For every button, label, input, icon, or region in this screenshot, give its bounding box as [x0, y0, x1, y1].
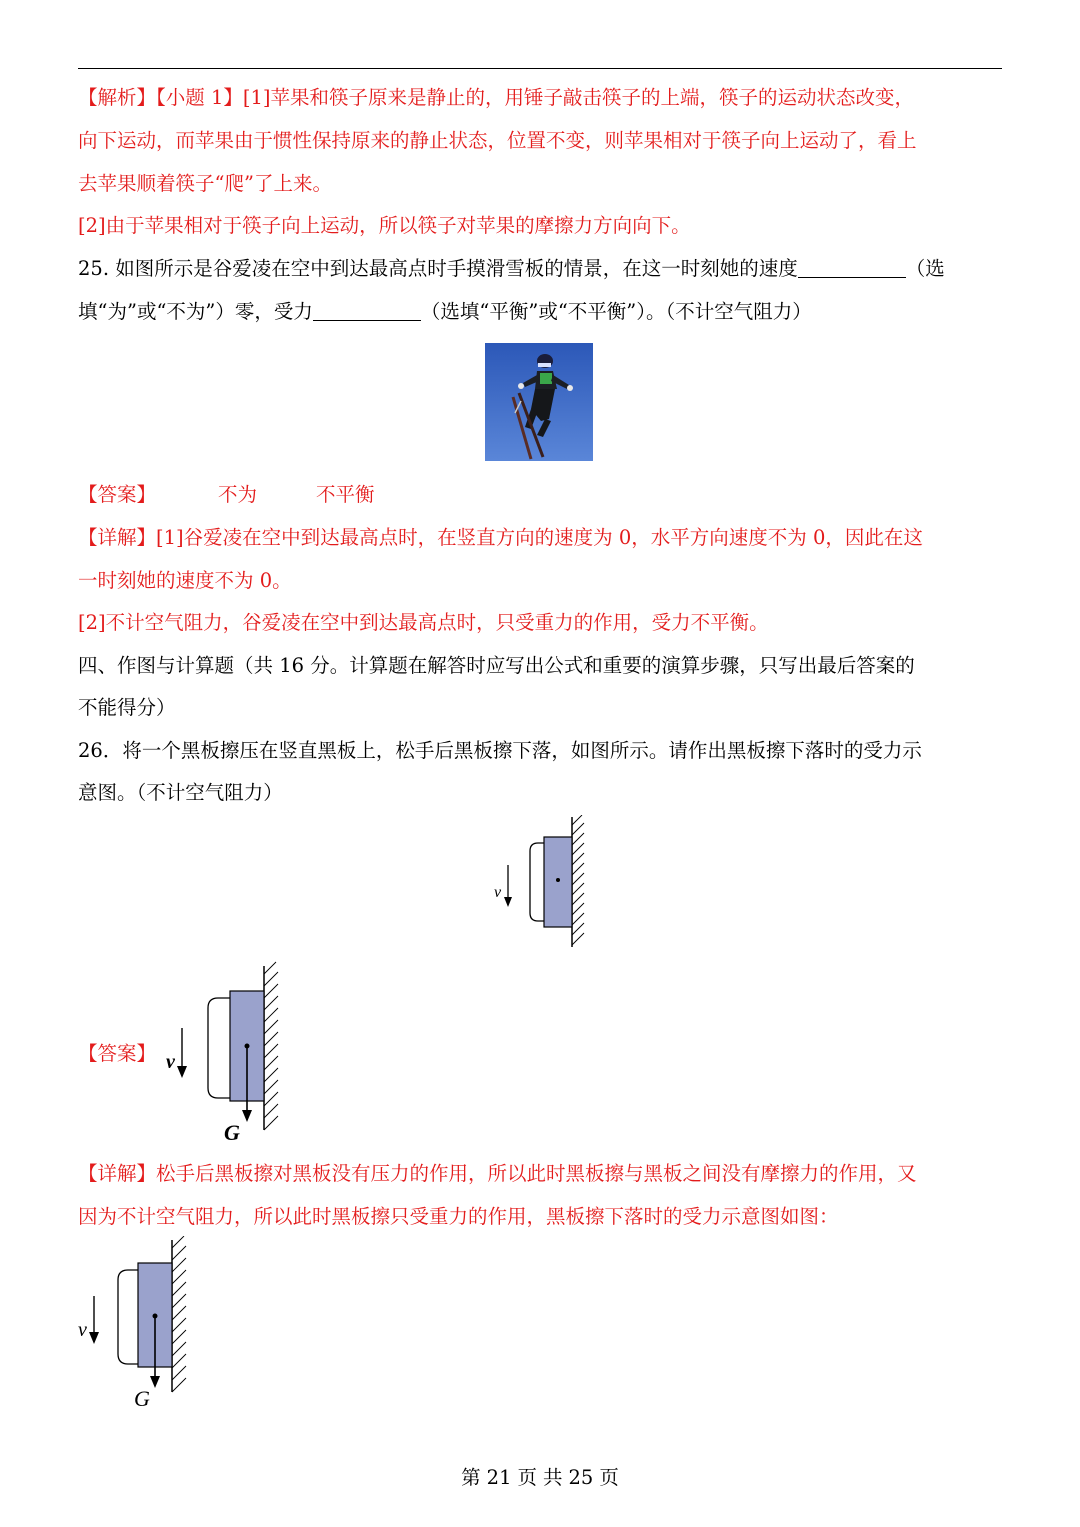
analysis-line-4: [2]由于苹果相对于筷子向上运动，所以筷子对苹果的摩擦力方向向下。 [78, 214, 691, 237]
footer-ye: 页 [517, 1466, 537, 1489]
q25-stem-2a: 填“为”或“不为”）零，受力 [78, 300, 313, 323]
q25-detail-line-2: 一时刻她的速度不为 0。 [78, 569, 292, 592]
footer-total-pages: 25 [568, 1466, 594, 1489]
q25-detail-tag: 【详解】 [78, 526, 157, 549]
section4-heading-line-2: 不能得分） [78, 696, 176, 719]
analysis-line-3: 去苹果顺着筷子“爬”了上来。 [78, 172, 332, 195]
q25-answer-1: 不为 [218, 483, 258, 506]
analysis-text-1: [1]苹果和筷子原来是静止的，用锤子敲击筷子的上端，筷子的运动状态改变， [242, 86, 914, 109]
q26-eraser-figure [488, 815, 588, 950]
q26-fig-v-label: v [494, 884, 502, 901]
q25-stem-1b: （选 [905, 257, 945, 280]
section4-heading-line-1: 四、作图与计算题（共 16 分。计算题在解答时应写出公式和重要的演算步骤，只写出最后答案的 [78, 654, 915, 677]
q25-stem-2b: （选填“平衡”或“不平衡”）。（不计空气阻力） [420, 300, 812, 323]
q25-stem-line-2 [78, 298, 812, 326]
analysis-line-2: 向下运动，而苹果由于惯性保持原来的静止状态，位置不变，则苹果相对于筷子向上运动了，看上 [78, 129, 917, 152]
q26-answer-g-label: G [224, 1120, 240, 1145]
skier-photo [485, 343, 593, 461]
q26-detail-v-label: v [78, 1319, 87, 1341]
subquestion-tag: 【小题 1】 [156, 86, 243, 109]
q25-stem-line-1 [78, 255, 945, 283]
analysis-line-1 [78, 84, 914, 112]
q25-answer-line [78, 481, 375, 509]
footer-page-number: 21 [486, 1466, 512, 1489]
q26-detail-figure [72, 1236, 202, 1412]
q26-stem-line-2: 意图。（不计空气阻力） [78, 781, 283, 804]
q26-answer-figure [160, 960, 290, 1150]
q26-detail-g-label: G [134, 1386, 150, 1411]
footer-ye-2: 页 [599, 1466, 619, 1489]
q26-answer-tag: 【答案】 [78, 1042, 157, 1065]
footer-gong: 共 [543, 1466, 563, 1489]
q25-detail-text-1: [1]谷爱凌在空中到达最高点时，在竖直方向的速度为 0，水平方向速度不为 0，因此在这 [156, 526, 923, 549]
q25-detail-line-1 [78, 524, 923, 552]
q25-answer-tag: 【答案】 [78, 483, 157, 506]
q26-detail-text-1: 松手后黑板擦对黑板没有压力的作用，所以此时黑板擦与黑板之间没有摩擦力的作用，又 [156, 1162, 917, 1185]
q26-detail-tag: 【详解】 [78, 1162, 157, 1185]
q26-detail-line-2: 因为不计空气阻力，所以此时黑板擦只受重力的作用，黑板擦下落时的受力示意图如图： [78, 1205, 839, 1228]
footer-di: 第 [461, 1466, 481, 1489]
q25-blank-2[interactable] [313, 300, 421, 321]
q25-detail-line-3: [2]不计空气阻力，谷爱凌在空中到达最高点时，只受重力的作用，受力不平衡。 [78, 611, 769, 634]
page-footer [0, 1462, 1080, 1490]
q26-answer-v-label: v [166, 1051, 175, 1073]
analysis-tag: 【解析】 [78, 86, 157, 109]
q25-blank-1[interactable] [798, 257, 906, 278]
q25-stem-1a: 25. 如图所示是谷爱凌在空中到达最高点时手摸滑雪板的情景，在这一时刻她的速度 [78, 257, 798, 280]
q25-answer-2: 不平衡 [316, 483, 375, 506]
q26-detail-line-1 [78, 1160, 917, 1188]
header-rule [78, 68, 1002, 69]
q26-stem-line-1: 26．将一个黑板擦压在竖直黑板上，松手后黑板擦下落，如图所示。请作出黑板擦下落时的受力示 [78, 739, 922, 762]
